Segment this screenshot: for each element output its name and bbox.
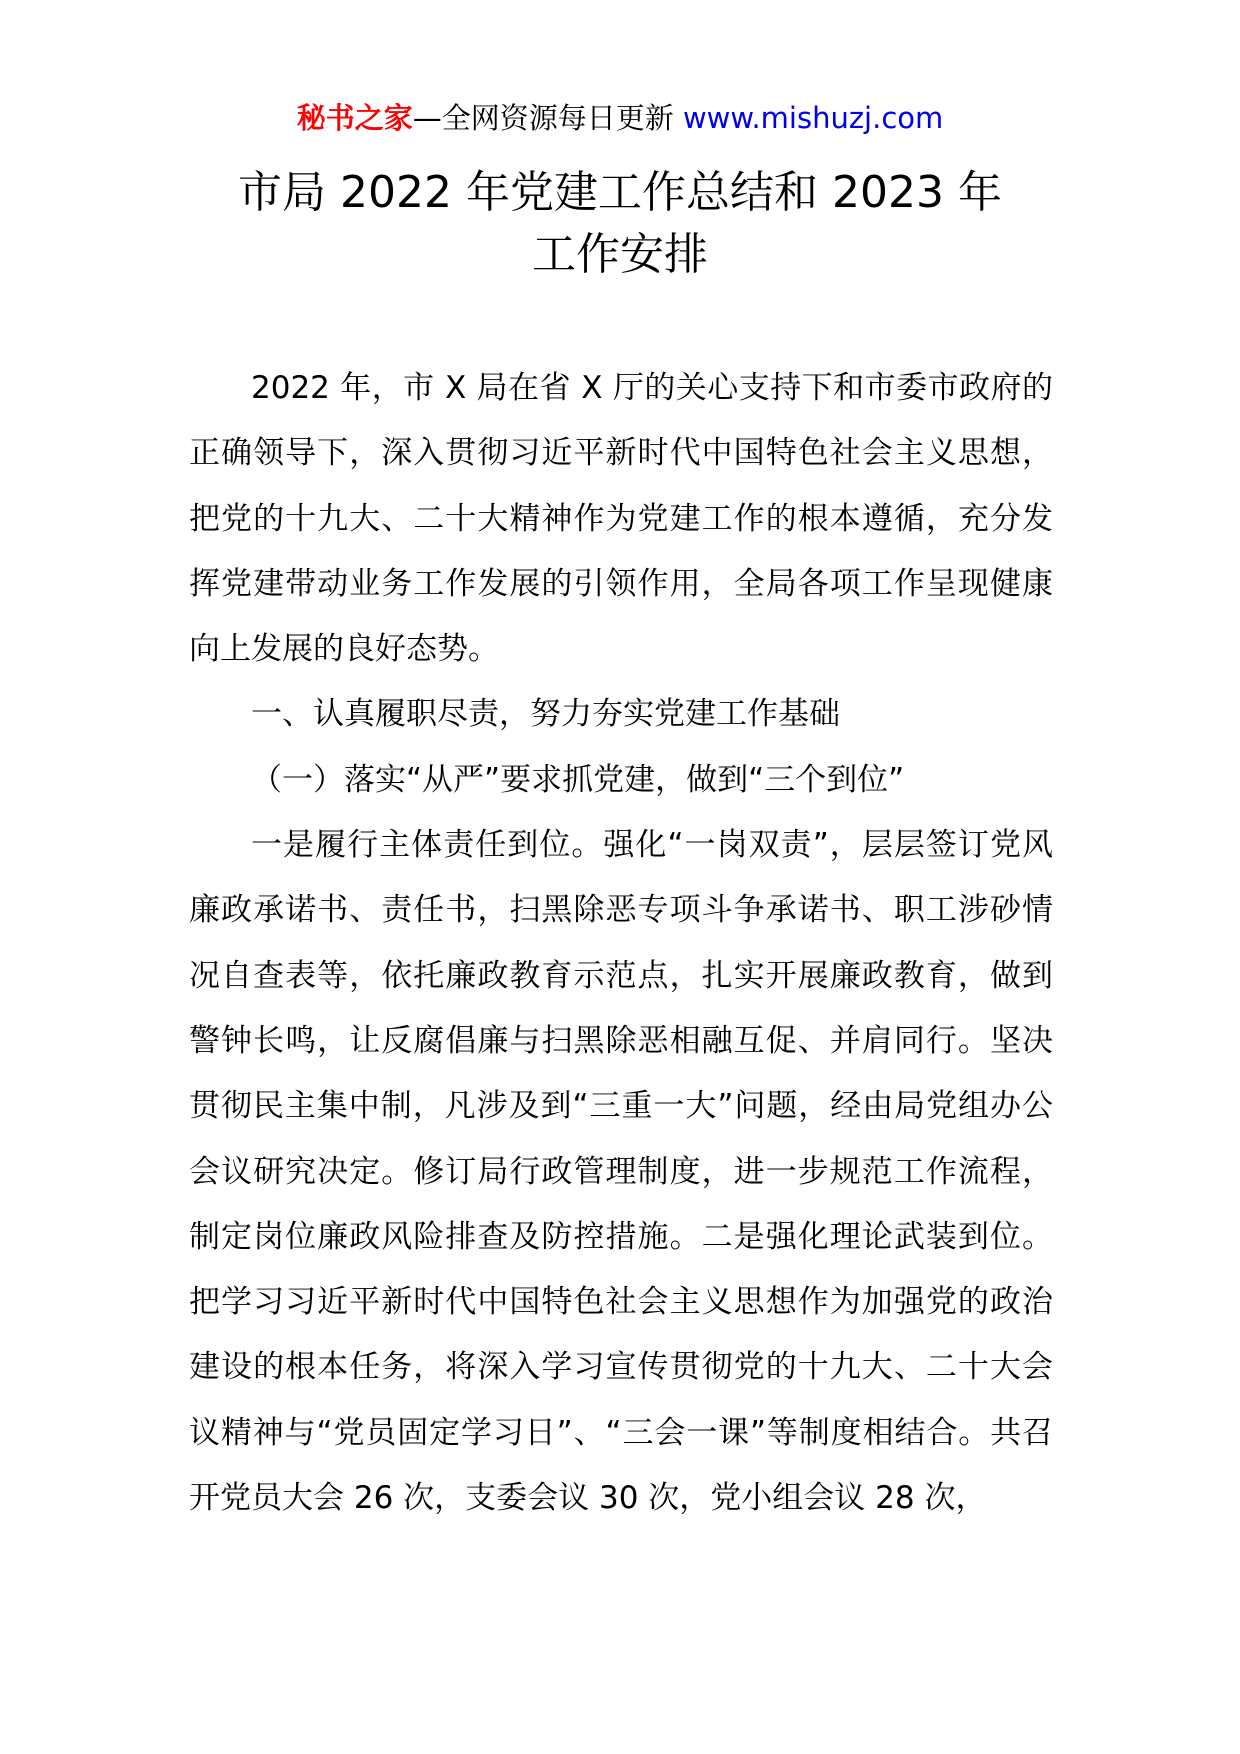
- site-header: [0, 98, 1240, 138]
- brand-name: 秘书之家: [296, 101, 413, 135]
- body-paragraph: 一是履行主体责任到位。强化“一岗双责”，层层签订党风廉政承诺书、责任书，扫黑除恶专项斗争承诺书、职工涉砂情况自查表等，依托廉政教育示范点，扎实开展廉政教育，做到警钟长鸣，让反腐倡廉与扫黑除恶相融互促、并肩同行。坚决贯彻民主集中制，凡涉及到“三重一大”问题，经由局党组办公会议研究决定。修订局行政管理制度，进一步规范工作流程，制定岗位廉政风险排查及防控措施。二是强化理论武装到位。把学习习近平新时代中国特色社会主义思想作为加强党的政治建设的根本任务，将深入学习宣传贯彻党的十九大、二十大会议精神与“党员固定学习日”、“三会一课”等制度相结合。共召开党员大会 26 次，支委会议 30 次，党小组会议 28 次，: [189, 827, 1053, 1517]
- document-body: [189, 356, 1053, 1531]
- document-title: [0, 162, 1240, 286]
- header-tagline: —全网资源每日更新: [412, 101, 683, 135]
- subsection-heading-1: （一）落实“从严”要求抓党建，做到“三个到位”: [251, 761, 905, 798]
- intro-paragraph: 2022 年，市 X 局在省 X 厅的关心支持下和市委市政府的正确领导下，深入贯彻习近平新时代中国特色社会主义思想，把党的十九大、二十大精神作为党建工作的根本遵循，充分发挥党建带动业务工作发展的引领作用，全局各项工作呈现健康向上发展的良好态势。: [189, 370, 1053, 668]
- title-line-1: 市局 2022 年党建工作总结和 2023 年: [238, 167, 1002, 218]
- site-url-link[interactable]: www.mishuzj.com: [682, 101, 944, 135]
- section-heading-1: 一、认真履职尽责，努力夯实党建工作基础: [251, 696, 840, 733]
- title-line-2: 工作安排: [532, 229, 708, 280]
